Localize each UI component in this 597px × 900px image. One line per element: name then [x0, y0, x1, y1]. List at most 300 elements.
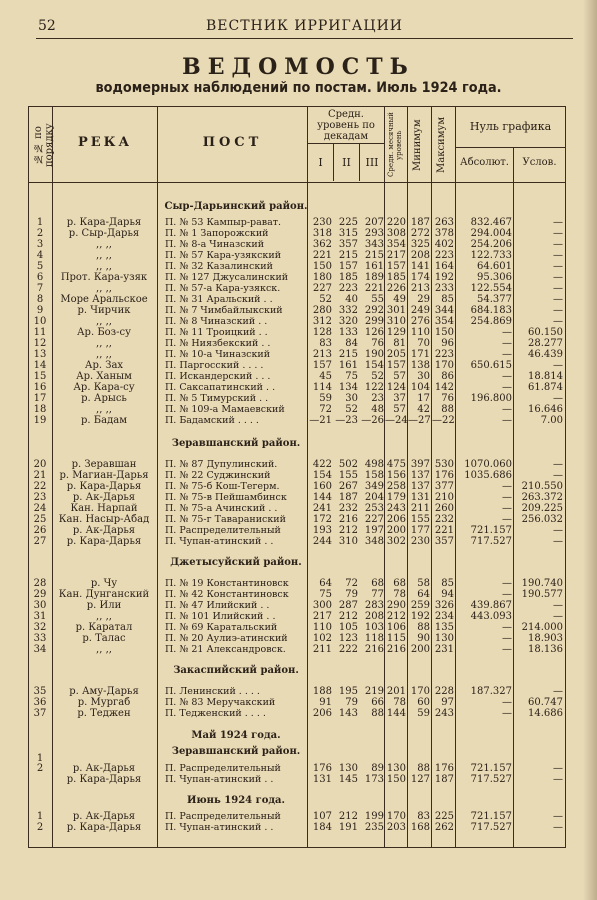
row-number: 5 [36, 261, 44, 272]
row-number: 29 [33, 589, 47, 600]
post-name: П. Ленинский . . . . [165, 686, 260, 697]
dekad-3-value: 204 [364, 492, 384, 503]
max-value: 187 [434, 774, 454, 785]
dekad-3-value: 293 [364, 228, 384, 239]
cond-zero-value: 18.136 [528, 644, 563, 655]
table-row [29, 536, 565, 547]
min-value: 211 [410, 503, 430, 514]
cond-zero-value: — [553, 305, 563, 316]
dekad-3-value: 235 [364, 822, 384, 833]
river-name: р. Кара-Дарья [66, 774, 142, 785]
max-value: 85 [441, 294, 454, 305]
cond-zero-value: — [553, 459, 563, 470]
post-name: П. № 1 Запорожский [165, 228, 269, 239]
river-name: Ар. Ханым [76, 371, 132, 382]
cond-zero-value: — [553, 360, 563, 371]
min-value: 141 [410, 261, 430, 272]
min-value: 259 [410, 600, 430, 611]
row-number: 4 [36, 250, 44, 261]
max-value: 234 [434, 611, 454, 622]
dekad-2-value: 212 [338, 525, 358, 536]
table-row [29, 763, 565, 774]
table-row [29, 393, 565, 404]
monthly-value: 106 [386, 622, 406, 633]
dekad-2-value: 52 [345, 404, 358, 415]
dekad-3-value: 349 [364, 481, 384, 492]
monthly-value: 201 [386, 686, 406, 697]
post-name: П. № 75-а Ачинский . . [165, 503, 278, 514]
monthly-value: 57 [393, 371, 406, 382]
abs-zero-value: — [502, 622, 512, 633]
abs-zero-value: — [502, 327, 512, 338]
cond-zero-value: — [553, 261, 563, 272]
abs-zero-value: — [502, 578, 512, 589]
dekad-3-value: 66 [371, 697, 384, 708]
dekad-3-value: 173 [364, 774, 384, 785]
table-row [29, 644, 565, 655]
post-name: П. Распределительный [165, 525, 281, 536]
row-number: 28 [33, 578, 47, 589]
dekad-3-value: 118 [364, 633, 384, 644]
dekad-2-value: 191 [338, 822, 358, 833]
table-row [29, 811, 565, 822]
abs-zero-value: 254.206 [470, 239, 512, 250]
dekad-1-value: 193 [312, 525, 332, 536]
cond-zero-value: 210.550 [521, 481, 563, 492]
row-number: 3 [36, 239, 44, 250]
row-number: 14 [33, 360, 47, 371]
post-name: П. № 22 Суджинский [165, 470, 271, 481]
river-name: р. Кара-Дарья [66, 822, 142, 833]
row-number: 11 [33, 327, 47, 338]
dekad-2-value: 84 [345, 338, 358, 349]
table-row [29, 360, 565, 371]
max-value: 130 [434, 633, 454, 644]
post-name: П. № 75-в Пейшамбинск [165, 492, 287, 503]
min-value: 155 [410, 514, 430, 525]
row-number: 22 [33, 481, 47, 492]
post-name: П. № 47 Илийский . . [165, 600, 270, 611]
dekad-3-value: 343 [364, 239, 384, 250]
abs-zero-value: 717.527 [470, 822, 512, 833]
abs-zero-value: 721.157 [470, 525, 512, 536]
document-subtitle: водомерных наблюдений по постам. Июль 1924 года. [95, 80, 502, 96]
section-heading: Июнь 1924 года. [186, 795, 286, 806]
post-name: П. № 75-б Кош-Тегерм. [165, 481, 280, 492]
post-name: П. Распределительный [165, 763, 281, 774]
dekad-2-value: 315 [338, 228, 358, 239]
abs-zero-value: — [502, 633, 512, 644]
post-name: П. Тедженский . . . . [165, 708, 266, 719]
dekad-1-value: 172 [312, 514, 332, 525]
min-value: 110 [410, 327, 430, 338]
min-value: 171 [410, 349, 430, 360]
max-value: 377 [434, 481, 454, 492]
min-value: 170 [410, 686, 430, 697]
min-value: 138 [410, 360, 430, 371]
dekad-3-value: 208 [364, 611, 384, 622]
abs-zero-value: — [502, 492, 512, 503]
cond-zero-value: 7.00 [540, 415, 563, 426]
dekad-3-value: 77 [371, 589, 384, 600]
post-name: П. № 42 Константиновск [165, 589, 289, 600]
dekad-1-value: 72 [319, 404, 332, 415]
dekad-2-value: 134 [338, 382, 358, 393]
dekad-1-value: 206 [312, 708, 332, 719]
river-name: р. Ак-Дарья [72, 763, 136, 774]
dekad-2-value: 72 [345, 578, 358, 589]
row-number: 15 [33, 371, 47, 382]
row-number: 9 [36, 305, 44, 316]
dekad-3-value: 23 [371, 393, 384, 404]
dekad-3-value: 103 [364, 622, 384, 633]
max-value: 530 [434, 459, 454, 470]
river-name: Ар. Кара-су [73, 382, 135, 393]
abs-zero-value: 684.183 [470, 305, 512, 316]
max-value: 164 [434, 261, 454, 272]
monthly-value: 302 [386, 536, 406, 547]
dekad-1-value: 144 [312, 492, 332, 503]
river-name: р. Каратал [75, 622, 133, 633]
dekad-2-value: 320 [338, 316, 358, 327]
post-name: П. № 11 Троицкий . . [165, 327, 268, 338]
abs-zero-value: 443.093 [470, 611, 512, 622]
monthly-value: 68 [393, 578, 406, 589]
table-row [29, 338, 565, 349]
min-value: 29 [417, 294, 430, 305]
max-value: 135 [434, 622, 454, 633]
table-row [29, 228, 565, 239]
monthly-value: 216 [386, 644, 406, 655]
min-value: 187 [410, 217, 430, 228]
section-heading: Зеравшанский район. [171, 746, 301, 757]
dekad-2-value: 195 [338, 686, 358, 697]
dekad-2-value: 502 [338, 459, 358, 470]
dekad-2-value: 223 [338, 283, 358, 294]
max-value: 176 [434, 763, 454, 774]
monthly-value: 220 [386, 217, 406, 228]
dekad-1-value: 184 [312, 822, 332, 833]
cond-zero-value: 61.874 [528, 382, 563, 393]
max-value: 142 [434, 382, 454, 393]
table-row [29, 697, 565, 708]
river-name: р. Аму-Дарья [69, 686, 139, 697]
dekad-2-value: 40 [345, 294, 358, 305]
cond-zero-value: — [553, 536, 563, 547]
cond-zero-value: — [553, 811, 563, 822]
table-row [29, 261, 565, 272]
dekad-1-value: 213 [312, 349, 332, 360]
section-heading: Закаспийский район. [173, 665, 299, 676]
river-name: ,, ,, [96, 283, 112, 294]
min-value: 137 [410, 470, 430, 481]
monthly-value: 49 [393, 294, 406, 305]
abs-zero-value: — [502, 371, 512, 382]
section-heading: Джетысуйский район. [170, 557, 302, 568]
header-rule [455, 147, 565, 148]
post-name: П. № 109-а Мамаевский [165, 404, 285, 415]
dekad-2-value: 30 [345, 393, 358, 404]
river-name: ,, ,, [96, 261, 112, 272]
max-value: 223 [434, 349, 454, 360]
row-number: 27 [33, 536, 47, 547]
monthly-value: 156 [386, 470, 406, 481]
dekad-1-value: 83 [319, 338, 332, 349]
cond-zero-value: — [553, 600, 563, 611]
monthly-value: 129 [386, 327, 406, 338]
max-value: 231 [434, 644, 454, 655]
dekad-1-value: 211 [312, 644, 332, 655]
dekad-1-value: 75 [319, 589, 332, 600]
min-value: 325 [410, 239, 430, 250]
monthly-value: 203 [386, 822, 406, 833]
min-value: 131 [410, 492, 430, 503]
dekad-2-value: 357 [338, 239, 358, 250]
row-number: 1 [36, 811, 44, 822]
dekad-1-value: 221 [312, 250, 332, 261]
dekad-3-value: 89 [371, 763, 384, 774]
dekad-1-value: 59 [319, 393, 332, 404]
min-value: 276 [410, 316, 430, 327]
max-value: 233 [434, 283, 454, 294]
abs-zero-value: — [502, 382, 512, 393]
min-value: 230 [410, 536, 430, 547]
cond-zero-value: — [553, 228, 563, 239]
river-name: р. Или [86, 600, 122, 611]
table-row [29, 459, 565, 470]
monthly-value: 258 [386, 481, 406, 492]
dekad-2-value: 143 [338, 708, 358, 719]
table-row [29, 611, 565, 622]
min-value: 88 [417, 622, 430, 633]
dekad-3-value: 221 [364, 283, 384, 294]
table-row [29, 217, 565, 228]
post-name: П. № 83 Меручакский [165, 697, 276, 708]
header-dekad-2: II [342, 156, 351, 169]
abs-zero-value: 1035.686 [464, 470, 512, 481]
post-name: П. Чупан-атинский . . [165, 536, 274, 547]
monthly-value: 212 [386, 611, 406, 622]
dekad-1-value: 318 [312, 228, 332, 239]
post-name: П. № 21 Александровск. [165, 644, 286, 655]
min-value: 64 [417, 589, 430, 600]
cond-zero-value: — [553, 470, 563, 481]
river-name: ,, ,, [96, 316, 112, 327]
cond-zero-value: 16.646 [528, 404, 563, 415]
dekad-1-value: 280 [312, 305, 332, 316]
abs-zero-value: — [502, 481, 512, 492]
abs-zero-value: — [502, 708, 512, 719]
river-name: р. Арысь [81, 393, 127, 404]
table-row [29, 415, 565, 426]
cond-zero-value: 256.032 [521, 514, 563, 525]
abs-zero-value: 54.377 [477, 294, 512, 305]
min-value: 83 [417, 811, 430, 822]
river-name: р. Ак-Дарья [72, 811, 136, 822]
max-value: 402 [434, 239, 454, 250]
post-name: П. № 19 Константиновск [165, 578, 289, 589]
cond-zero-value: — [553, 294, 563, 305]
row-number: 23 [33, 492, 47, 503]
dekad-3-value: 52 [371, 371, 384, 382]
cond-zero-value: 60.150 [528, 327, 563, 338]
abs-zero-value: — [502, 415, 512, 426]
abs-zero-value: 832.467 [470, 217, 512, 228]
post-name: П. № 69 Каратальский [165, 622, 278, 633]
dekad-1-value: 114 [312, 382, 332, 393]
abs-zero-value: — [502, 503, 512, 514]
table-row [29, 622, 565, 633]
river-name: р. Ак-Дарья [72, 525, 136, 536]
post-name: П. № 20 Аулиэ-атинский [165, 633, 288, 644]
dekad-3-value: 197 [364, 525, 384, 536]
table-row [29, 349, 565, 360]
monthly-value: 81 [393, 338, 406, 349]
row-number: 26 [33, 525, 47, 536]
abs-zero-value: — [502, 697, 512, 708]
row-number: 2 [36, 822, 44, 833]
min-value: 58 [417, 578, 430, 589]
cond-zero-value: — [553, 822, 563, 833]
monthly-value: 206 [386, 514, 406, 525]
table-row [29, 316, 565, 327]
abs-zero-value: — [502, 589, 512, 600]
dekad-2-value: 155 [338, 470, 358, 481]
page-number: 52 [38, 18, 56, 34]
post-name: П. № 8 Чиназский . . [165, 316, 268, 327]
river-name: ,, ,, [96, 338, 112, 349]
monthly-value: 78 [393, 589, 406, 600]
row-number: 2 [36, 228, 44, 239]
dekad-2-value: 215 [338, 250, 358, 261]
row-number: 37 [33, 708, 47, 719]
post-name: П. № 5 Тимурский . . [165, 393, 269, 404]
row-number: 16 [33, 382, 47, 393]
table-row [29, 822, 565, 833]
min-value: 60 [417, 697, 430, 708]
table-row [29, 578, 565, 589]
header-dekads: Средн. уровень по декадам [317, 109, 375, 142]
min-value: 272 [410, 228, 430, 239]
dekad-3-value: 219 [364, 686, 384, 697]
post-name: П. № 10-а Чиназский [165, 349, 271, 360]
abs-zero-value: 717.527 [470, 774, 512, 785]
dekad-3-value: 48 [371, 404, 384, 415]
post-name: П. Чупан-атинский . . [165, 822, 274, 833]
monthly-value: 157 [386, 360, 406, 371]
max-value: 223 [434, 250, 454, 261]
post-name: П. № 87 Дупулинский. [165, 459, 278, 470]
dekad-2-value: 225 [338, 217, 358, 228]
dekad-2-value: —23 [335, 415, 358, 426]
header-river: РЕКА [77, 135, 133, 150]
observations-table [28, 106, 566, 848]
dekad-3-value: 190 [364, 349, 384, 360]
river-name: р. Сыр-Дарья [68, 228, 140, 239]
table-row [29, 774, 565, 785]
table-row [29, 371, 565, 382]
river-name: р. Магиан-Дарья [59, 470, 149, 481]
header-abs: Абсолют. [460, 157, 509, 168]
river-name: ,, ,, [96, 349, 112, 360]
abs-zero-value: — [502, 644, 512, 655]
min-value: 17 [417, 393, 430, 404]
dekad-1-value: 312 [312, 316, 332, 327]
table-row [29, 514, 565, 525]
row-number: 34 [33, 644, 47, 655]
dekad-3-value: 76 [371, 338, 384, 349]
cond-zero-value: 209.225 [521, 503, 563, 514]
monthly-value: 205 [386, 349, 406, 360]
row-number: 30 [33, 600, 47, 611]
cond-zero-value: — [553, 525, 563, 536]
row-number: 24 [33, 503, 47, 514]
cond-zero-value: — [553, 250, 563, 261]
monthly-value: 200 [386, 525, 406, 536]
monthly-value: 144 [386, 708, 406, 719]
table-row [29, 686, 565, 697]
running-header [36, 16, 573, 39]
dekad-3-value: 253 [364, 503, 384, 514]
table-row [29, 283, 565, 294]
row-number: 19 [33, 415, 47, 426]
post-name: П. Чупан-атинский . . [165, 774, 274, 785]
river-name: ,, ,, [96, 239, 112, 250]
monthly-value: 78 [393, 697, 406, 708]
post-name: П. Искандерский . . . [165, 371, 271, 382]
dekad-3-value: 154 [364, 360, 384, 371]
dekad-3-value: 68 [371, 578, 384, 589]
dekad-3-value: 161 [364, 261, 384, 272]
row-number: 10 [33, 316, 47, 327]
monthly-value: 243 [386, 503, 406, 514]
post-name: П. Паргосский . . . . [165, 360, 264, 371]
cond-zero-value: — [553, 763, 563, 774]
monthly-value: 157 [386, 261, 406, 272]
abs-zero-value: 122.554 [470, 283, 512, 294]
post-name: П. № 8-а Чиназский [165, 239, 265, 250]
river-name: Ар. Боз-су [76, 327, 132, 338]
monthly-value: 226 [386, 283, 406, 294]
river-name: р. Талас [82, 633, 126, 644]
river-name: р. Чу [90, 578, 118, 589]
cond-zero-value: — [553, 316, 563, 327]
post-name: П. № 31 Аральский . . [165, 294, 273, 305]
max-value: 210 [434, 492, 454, 503]
section-heading: Сыр-Дарьинский район. [164, 201, 308, 212]
section-heading: Зеравшанский район. [171, 438, 301, 449]
max-value: 354 [434, 316, 454, 327]
dekad-1-value: 131 [312, 774, 332, 785]
dekad-2-value: 161 [338, 360, 358, 371]
dekad-3-value: 215 [364, 250, 384, 261]
max-value: 76 [441, 393, 454, 404]
max-value: 326 [434, 600, 454, 611]
dekad-2-value: 267 [338, 481, 358, 492]
abs-zero-value: 196.800 [470, 393, 512, 404]
row-number: 25 [33, 514, 47, 525]
post-name: П. № 7 Чимбайлыкский [165, 305, 283, 316]
dekad-1-value: 188 [312, 686, 332, 697]
post-name: П. Бадамский . . . . [165, 415, 259, 426]
max-value: 260 [434, 503, 454, 514]
row-number: 12 [33, 338, 47, 349]
monthly-value: 310 [386, 316, 406, 327]
row-number: 2 [36, 763, 44, 774]
post-name: П. № 32 Казалинский [165, 261, 273, 272]
header-min: Минимум [412, 119, 423, 171]
cond-zero-value: 18.903 [528, 633, 563, 644]
